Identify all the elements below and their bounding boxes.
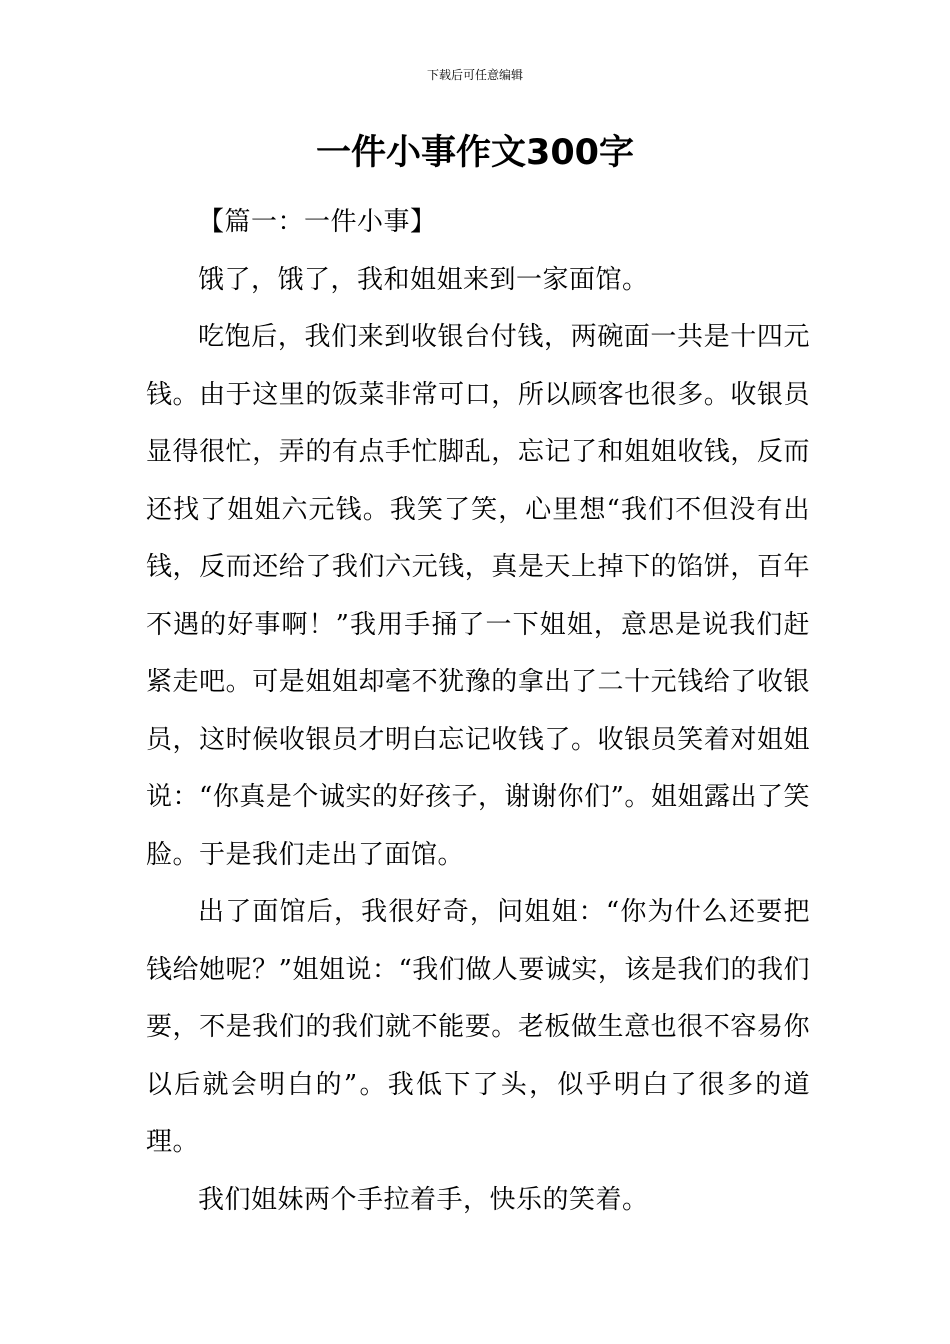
page-header-note: 下载后可任意编辑 (426, 68, 523, 82)
document-body (146, 194, 810, 1229)
paragraph-2: 吃饱后，我们来到收银台付钱，两碗面一共是十四元钱。由于这里的饭菜非常可口，所以顾客也很多。收银员显得很忙，弄的有点手忙脚乱，忘记了和姐姐收钱，反而还找了姐姐六元钱。我笑了笑，心里想“我们不但没有出钱，反而还给了我们六元钱，真是天上掉下的馅饼，百年不遇的好事啊！”我用手捅了一下姐姐，意思是说我们赶紧走吧。可是姐姐却毫不犹豫的拿出了二十元钱给了收银员，这时候收银员才明白忘记收钱了。收银员笑着对姐姐说：“你真是个诚实的好孩子，谢谢你们”。姐姐露出了笑脸。于是我们走出了面馆。 (146, 322, 810, 870)
paragraph-1: 饿了，饿了，我和姐姐来到一家面馆。 (198, 264, 649, 295)
paragraph-4: 我们姐妹两个手拉着手，快乐的笑着。 (198, 1184, 649, 1215)
paragraph-3: 出了面馆后，我很好奇，问姐姐：“你为什么还要把钱给她呢？”姐姐说：“我们做人要诚实，该是我们的我们要，不是我们的我们就不能要。老板做生意也很不容易你以后就会明白的”。我低下了头，似乎明白了很多的道理。 (146, 897, 810, 1157)
document-title: 一件小事作文300字 (315, 133, 635, 173)
section-heading: 【篇一：一件小事】 (198, 207, 437, 237)
